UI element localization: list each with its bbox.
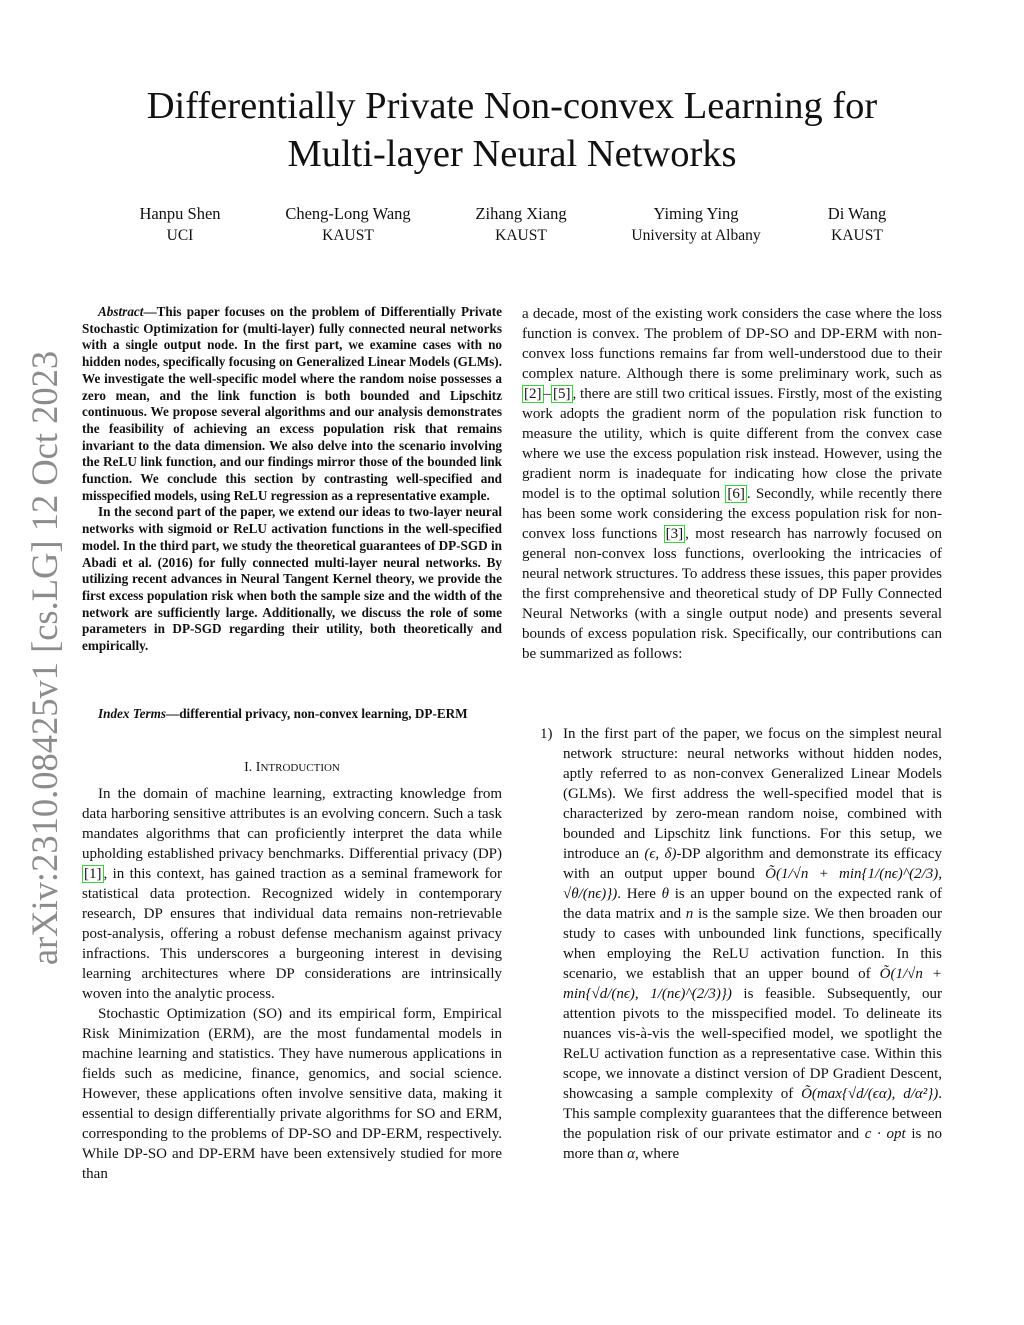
math-expression: (ϵ, δ) xyxy=(644,846,677,862)
intro-text: , in this context, has gained traction as a seminal framework for statistical data protection. Recognized widely in contemporary research, DP ensures that individual data remains non-retrievable post-analysis, offering a robust defense mechanism against privacy infractions. This underscores a burgeoning interest in devising learning architectures where DP considerations are intrinsically woven into the analytic process. xyxy=(82,866,502,1002)
intro-text: In the domain of machine learning, extracting knowledge from data harboring sensitive attributes is an evolving concern. Such a task mandates algorithms that can proficiently interpret the data while upholding established privacy benchmarks. Differential privacy (DP) xyxy=(82,786,502,862)
author-name: Hanpu Shen xyxy=(139,204,221,223)
author-name: Yiming Ying xyxy=(653,204,739,223)
introduction-body xyxy=(82,784,502,1184)
body-text: , most research has narrowly focused on general non-convex loss functions, overlooking the intricacies of neural network structures. To address these issues, this paper provides the first comprehensive and theoretical study of DP Fully Connected Neural Networks (with a single output node) and presents several bounds of excess population risk. Specifically, our contributions can be summarized as follows: xyxy=(522,526,943,662)
section-number: I. xyxy=(244,760,253,775)
contribution-list-item xyxy=(540,724,942,1164)
math-expression: θ xyxy=(661,886,669,902)
abstract-paragraph-1: —This paper focuses on the problem of Differentially Private Stochastic Optimization for (multi-layer) fully connected neural networks with a single output node. In the first part, we examine cases with no hidden nodes, specifically focusing on Generalized Linear Models (GLMs). We investigate the well-specific model where the random noise possesses a zero mean, and the link function is both bounded and Lipschitz continuous. We propose several algorithms and our analysis demonstrates the feasibility of achieving an excess population risk that remains invariant to the data dimension. We also delve into the scenario involving the ReLU link function, and our findings mirror those of the bounded link function. We conclude this section by contrasting well-specified and misspecified models, using ReLU regression as a representative example. xyxy=(82,304,502,503)
title-line-1: Differentially Private Non-convex Learning for xyxy=(146,85,878,127)
intro-paragraph-2: Stochastic Optimization (SO) and its empirical form, Empirical Risk Minimization (ERM), are the most fundamental models in machine learning and statistics. They have numerous applications in fields such as medicine, finance, genomics, and social science. However, these applications often involve sensitive data, making it essential to design differentially private algorithms for SO and ERM, corresponding to the problems of DP-SO and DP-ERM, respectively. While DP-SO and DP-ERM have been extensively studied for more than xyxy=(82,1006,502,1182)
abstract-label: Abstract xyxy=(98,304,144,319)
citation-link[interactable]: [6] xyxy=(727,486,745,502)
abstract-paragraph-2: In the second part of the paper, we extend our ideas to two-layer neural networks with sigmoid or ReLU activation functions in the well-specified model. In the third part, we study the theoretical guarantees of DP-SGD in Abadi et al. (2016) for fully connected multi-layer neural networks. By utilizing recent advances in Neural Tangent Kernel theory, we provide the first excess population risk when both the sample size and the width of the network are sufficiently large. Additionally, we discuss the role of some parameters in DP-SGD regarding their utility, both theoretically and empirically. xyxy=(82,504,502,654)
author-name: Zihang Xiang xyxy=(475,204,567,223)
math-expression: Õ(1/√n + min{√d/(nϵ), 1/(nϵ)^(2/3)}) xyxy=(563,966,942,1002)
body-text: is no more than xyxy=(563,1126,942,1162)
body-text: – xyxy=(543,386,551,402)
body-text: , there are still two critical issues. Firstly, most of the existing work adopts the gradient norm of the population risk function to measure the utility, which is quite different from the convex case where we use the excess population risk instead. However, using the gradient norm is inadequate for indicating how close the private model is to the optimal solution xyxy=(522,386,942,502)
author-block xyxy=(421,203,621,247)
author-affiliation: KAUST xyxy=(831,227,883,244)
body-text: is feasible. Subsequently, our attention pivots to the misspecified model. To delineate its nuances vis-à-vis the well-specified model, we spotlight the ReLU activation function as a representative case. Within this scope, we innovate a distinct version of DP Gradient Descent, showcasing a sample complexity of xyxy=(563,986,942,1102)
author-block xyxy=(248,203,448,247)
citation-link[interactable]: [2] xyxy=(524,386,542,402)
author-name: Di Wang xyxy=(827,204,887,223)
author-affiliation: KAUST xyxy=(495,227,547,244)
body-text: , where xyxy=(635,1146,680,1162)
citation-link[interactable]: [1] xyxy=(84,866,102,882)
right-column-text xyxy=(522,304,942,664)
author-affiliation: UCI xyxy=(166,227,194,244)
paper-title xyxy=(80,82,944,178)
body-text: is an upper bound on the expected rank of the data matrix and xyxy=(563,886,942,922)
math-expression: c · opt xyxy=(864,1126,906,1142)
abstract xyxy=(82,304,502,655)
body-text: . Secondly, while recently there has been some work considering the excess population risk for non-convex loss functions xyxy=(522,486,942,542)
index-terms xyxy=(82,706,502,723)
index-terms-text: —differential privacy, non-convex learning, DP-ERM xyxy=(166,706,468,721)
arxiv-stamp: arXiv:2310.08425v1 [cs.LG] 12 Oct 2023 xyxy=(24,350,65,966)
section-heading xyxy=(82,760,502,776)
author-affiliation: KAUST xyxy=(322,227,374,244)
body-text: In the first part of the paper, we focus on the simplest neural network structure: neural networks without hidden nodes, aptly referred to as non-convex Generalized Linear Models (GLMs). We first address the well-specified model that is characterized by zero-mean random noise, combined with bounded and Lipschitz link functions. For this setup, we introduce an xyxy=(563,726,942,862)
body-text: . Here xyxy=(617,886,662,902)
author-name: Cheng-Long Wang xyxy=(285,204,411,223)
math-expression: α xyxy=(627,1146,636,1162)
title-line-2: Multi-layer Neural Networks xyxy=(287,133,737,175)
index-terms-label: Index Terms xyxy=(98,706,167,721)
section-title-first: I xyxy=(255,760,261,775)
citation-link[interactable]: [5] xyxy=(553,386,571,402)
list-number: 1) xyxy=(540,726,553,742)
body-text: a decade, most of the existing work considers the case where the loss function is convex. The problem of DP-SO and DP-ERM with non-convex loss functions remains far from well-understood due to their complex nature. Although there is some preliminary work, such as xyxy=(522,306,942,382)
body-text: . This sample complexity guarantees that the difference between the population risk of our private estimator and xyxy=(563,1086,943,1142)
section-title-rest: NTRODUCTION xyxy=(260,762,340,774)
body-text: -DP algorithm and demonstrate its efficacy with an output upper bound xyxy=(563,846,942,882)
body-text: is the sample size. We then broaden our study to cases with unbounded link functions, specifically when employing the ReLU activation function. In this scenario, we establish that an upper bound of xyxy=(563,906,942,982)
citation-link[interactable]: [3] xyxy=(665,526,684,542)
math-expression: n xyxy=(685,906,694,922)
math-expression: Õ(1/√n + min{1/(nϵ)^(2/3), √θ/(nϵ)}) xyxy=(563,866,942,902)
list-item-body xyxy=(563,724,942,1164)
author-block xyxy=(757,203,957,247)
math-expression: Õ(max{√d/(ϵα), d/α²}) xyxy=(801,1086,939,1102)
author-affiliation: University at Albany xyxy=(631,227,761,244)
intro-paragraph-1 xyxy=(82,784,502,1004)
